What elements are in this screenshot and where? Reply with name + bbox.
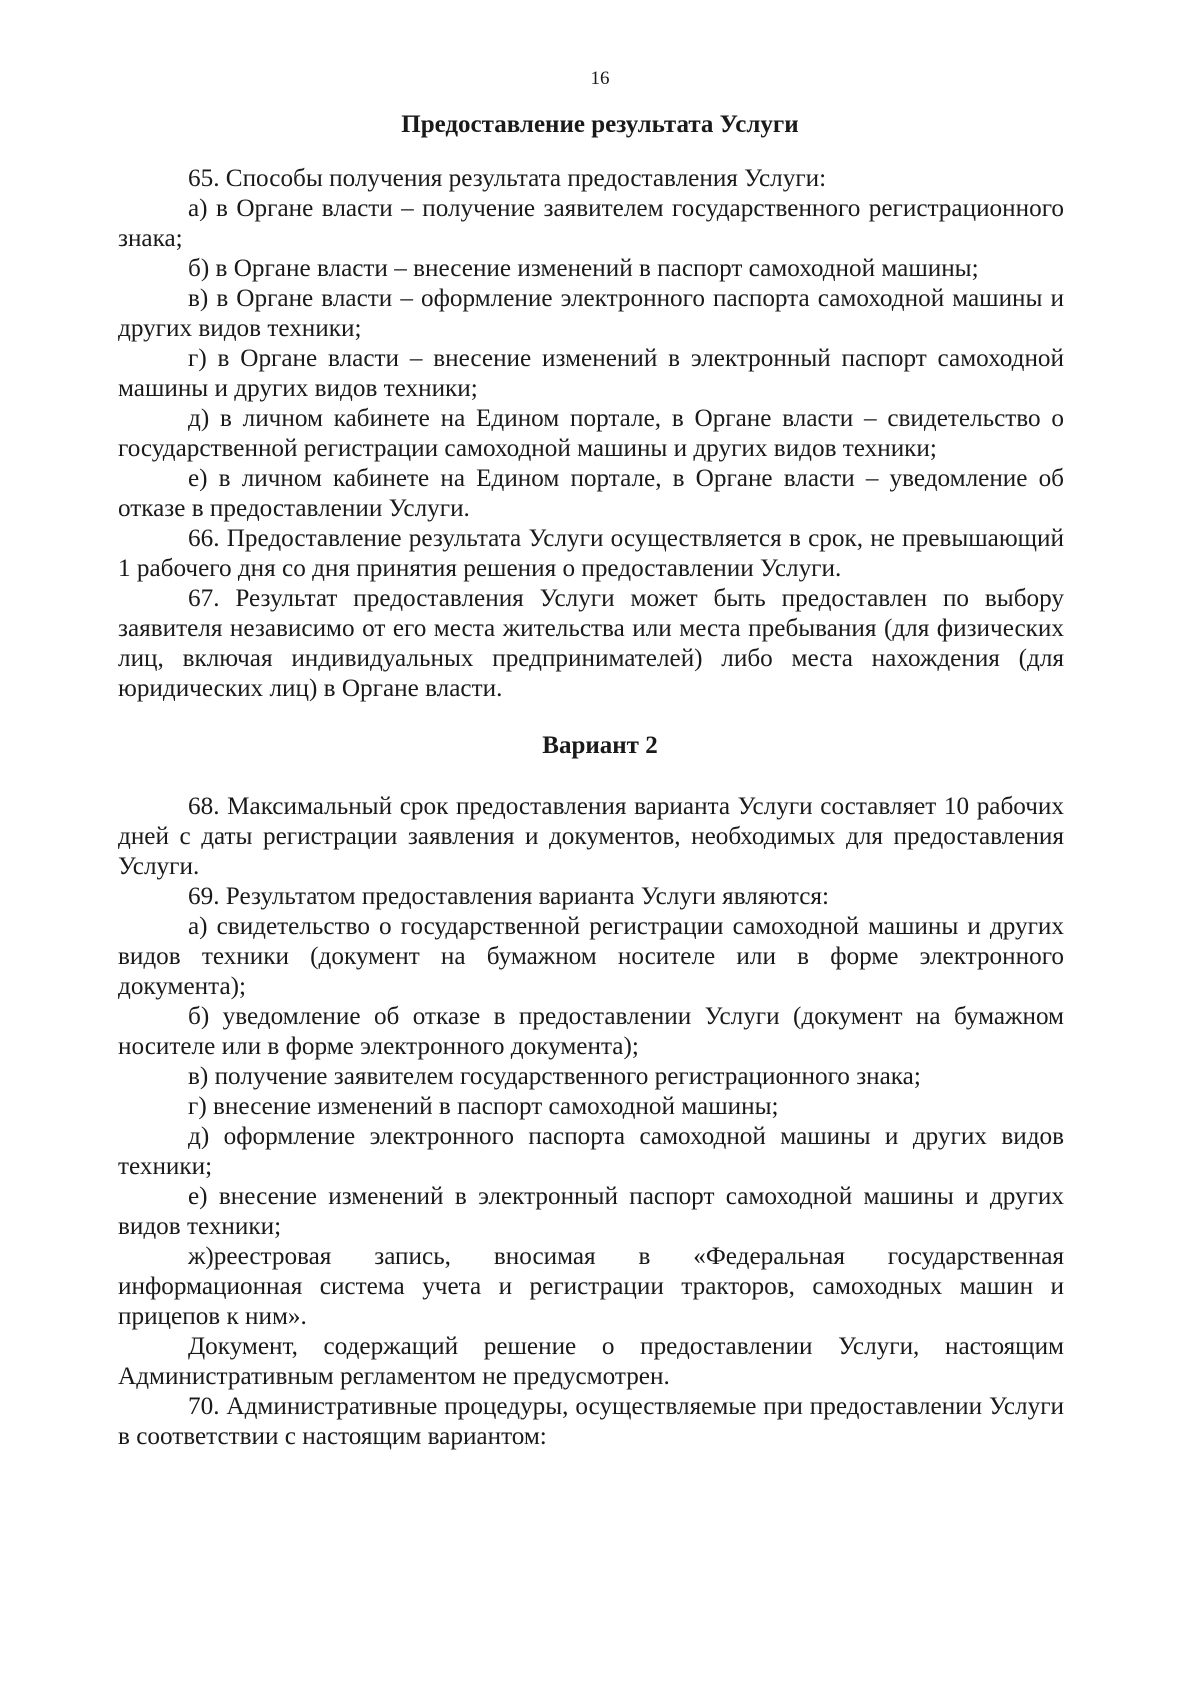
list-item-65v: в) в Органе власти – оформление электронного паспорта самоходной машины и других видов техники; bbox=[118, 285, 1064, 342]
paragraph-67: 67. Результат предоставления Услуги может быть предоставлен по выбору заявителя независимо от его места жительства или места пребывания (для физических лиц, включая индивидуальных предпринимателей) либо места нахождения (для юридических лиц) в Органе власти. bbox=[118, 585, 1064, 702]
list-item-69zh: ж)реестровая запись, вносимая в «Федеральная государственная информационная система учета и регистрации тракторов, самоходных машин и прицепов к ним». bbox=[118, 1243, 1064, 1330]
paragraph-decision-note: Документ, содержащий решение о предоставлении Услуги, настоящим Административным регламентом не предусмотрен. bbox=[118, 1333, 1064, 1390]
paragraph-65: 65. Способы получения результата предоставления Услуги: bbox=[188, 165, 827, 192]
list-item-69e: е) внесение изменений в электронный паспорт самоходной машины и других видов техники; bbox=[118, 1183, 1064, 1240]
page-number: 16 bbox=[590, 68, 610, 89]
list-item-69a: а) свидетельство о государственной регистрации самоходной машины и других видов техники (документ на бумажном носителе или в форме электронного документа); bbox=[118, 913, 1064, 1000]
list-item-69b: б) уведомление об отказе в предоставлении Услуги (документ на бумажном носителе или в форме электронного документа); bbox=[118, 1003, 1064, 1060]
paragraph-70: 70. Административные процедуры, осуществляемые при предоставлении Услуги в соответствии с настоящим вариантом: bbox=[118, 1393, 1064, 1450]
list-item-65d: д) в личном кабинете на Едином портале, в Органе власти – свидетельство о государственной регистрации самоходной машины и других видов техники; bbox=[118, 405, 1064, 462]
list-item-65b: б) в Органе власти – внесение изменений в паспорт самоходной машины; bbox=[188, 255, 979, 282]
list-item-65g: г) в Органе власти – внесение изменений в электронный паспорт самоходной машины и других видов техники; bbox=[118, 345, 1064, 402]
section-body-result bbox=[118, 164, 1064, 704]
paragraph-69: 69. Результатом предоставления варианта Услуги являются: bbox=[188, 883, 829, 910]
section-body-variant-2 bbox=[118, 792, 1064, 1452]
paragraph-66: 66. Предоставление результата Услуги осуществляется в срок, не превышающий 1 рабочего дня со дня принятия решения о предоставлении Услуги. bbox=[118, 525, 1064, 582]
list-item-69d: д) оформление электронного паспорта самоходной машины и других видов техники; bbox=[118, 1123, 1064, 1180]
list-item-69v: в) получение заявителем государственного регистрационного знака; bbox=[188, 1063, 921, 1090]
list-item-65a: а) в Органе власти – получение заявителем государственного регистрационного знака; bbox=[118, 195, 1064, 252]
paragraph-68: 68. Максимальный срок предоставления варианта Услуги составляет 10 рабочих дней с даты регистрации заявления и документов, необходимых для предоставления Услуги. bbox=[118, 793, 1064, 880]
list-item-69g: г) внесение изменений в паспорт самоходной машины; bbox=[188, 1093, 779, 1120]
section-heading-variant-2: Вариант 2 bbox=[542, 732, 658, 759]
list-item-65e: е) в личном кабинете на Едином портале, в Органе власти – уведомление об отказе в предоставлении Услуги. bbox=[118, 465, 1064, 522]
section-heading-result: Предоставление результата Услуги bbox=[401, 111, 799, 138]
